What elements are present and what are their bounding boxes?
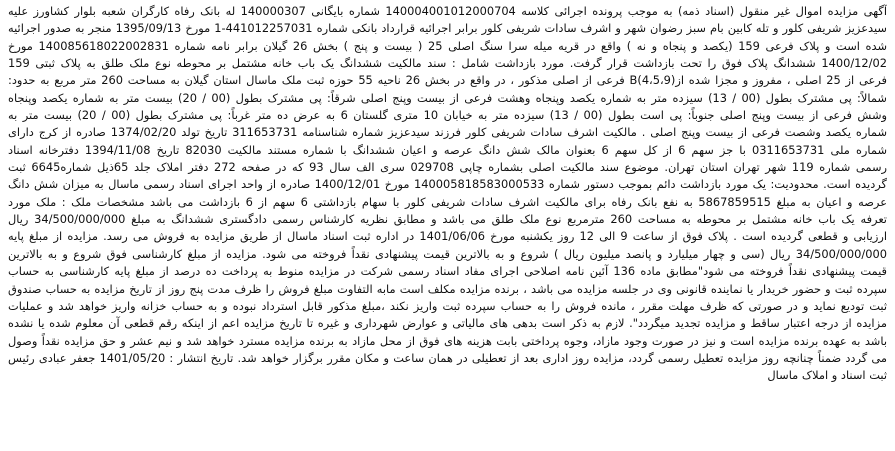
notice-line: عرصه و اعیان به مبلغ 5867859515 به نفع بانک رفاه برای مالکیت اشرف سادات شریفی کلور با سهام بازداشتی 6 سهم از 6 بازداشت می باشد مشخصات ملک : ملک مورد — [8, 194, 887, 209]
notice-line: مزایده از درجه اعتبار ساقط و مزایده تجدید میگردد". لازم به ذکر است بدهی های مالیاتی و عوارض شهرداری و غیره تا تاریخ مزایده اعم از اینکه رقم قطعی آن معلوم شده یا نشده — [8, 316, 887, 331]
notice-line: گردیده است. محدودیت: یک مورد بازداشت دائم بموجب دستور شماره 140005818583000533 مورخ 1400/12/01 صادره از واحد اجرای اسناد رسمی ماسال به میزان شش دانگ — [8, 177, 887, 192]
notice-line: سپرده ثبت و حضور خریدار یا نماینده قانونی وی در جلسه مزایده می باشد ، برنده مزایده مکلف است مابه التفاوت مبلغ فروش را ظرف مدت پنج روز از تاریخ مزایده به حساب صندوق — [8, 281, 887, 296]
notice-line: رسمی شماره 119 شهر تهران استان تهران. موضوع سند مالکیت اصلی بشماره چاپی 029708 سری الف سال 93 که در صفحه 272 دفتر املاک جلد 65ذیل شماره6645 ثبت — [8, 160, 887, 175]
notice-line: فرعی از 25 اصلی ، مفروز و مجزا شده از(4،5،9)B فرعی از اصلی مذکور ، در واقع در بخش 26 ناحیه 55 حوزه ثبت ملک ماسال استان گیلان به مساحت 260 متر مربع به حدود: — [8, 73, 887, 88]
notice-line: شماره یکصد وشصت فرعی از بیست وپنج اصلی . مالکیت اشرف سادات شریفی کلور فرزند سیدعزیز شماره شناسنامه 311653731 تاریخ تولد 1374/02/20 صادره از کرج دارای — [8, 125, 887, 140]
notice-line: می گردد ضمناً چنانچه روز مزایده تعطیل رسمی گردد، مزایده روز اداری بعد از تعطیلی در همان ساعت و مکان مقرر برگزار خواهد شد. تاریخ انتشار : 1401/05/20 جعفر عبادی رئیس — [8, 350, 887, 365]
notice-line: باشد به عهده برنده مزایده است و نیز در صورت وجود مازاد، وجوه پرداختی بابت هزینه های فوق از محل مازاد به برنده مزایده مسترد خواهد شد و نیم عشر و حق مزایده نقداً وصول — [8, 333, 887, 348]
notice-line: ثبت تودیع نماید و در صورتی که ظرف مهلت مقرر ، مانده فروش را به حساب سپرده ثبت واریز نکند ،مبلغ مذکور قابل استرداد نبوده و به حساب خزانه واریز خواهد شد و عملیات — [8, 298, 887, 313]
notice-line: شمالاً: پی مشترک بطول (00 / 13) سیزده متر به شماره یکصد وپنجاه وهشت فرعی از بیست وپنج اصلی شرقاً: پی مشترک بطول (00 / 20) بیست متر به شماره یکصد وپنجاه — [8, 90, 887, 105]
notice-line: 34/500/000/000 ریال (سی و چهار میلیارد و پانصد میلیون ریال ) شروع و به بالاترین قیمت پیشنهادی نقداً فروخته می شود. مزایده از مبلغ کارشناسی فوق شروع و به بالاترین — [8, 246, 887, 261]
notice-line: تعرفه یک باب خانه مشتمل بر محوطه به مساحت 260 مترمربع نوع ملک طلق می باشد و مطابق نظریه کارشناس رسمی دادگستری ششدانگ به مبلغ 34/500/000/000 ریال — [8, 212, 887, 227]
notice-line: وشش فرعی از بیست وپنج اصلی جنوباً: پی است بطول (00 / 13) سیزده متر به خیابان 10 متری گلستان 6 به عرض ده متر غرباً: پی مشترک بطول (00 / 20) بیست متر به — [8, 108, 887, 123]
notice-line: شده است و پلاک فرعی 159 (یکصد و پنجاه و نه ) واقع در قریه میله سرا سنگ اصلی 25 ( بیست و پنج ) بخش 26 گیلان برابر نامه شماره 140085618022002831 مورخ — [8, 38, 887, 53]
notice-line: شماره ملی 0311653731 با جز سهم 6 از کل سهم 6 بعنوان مالک شش دانگ عرصه و اعیان ششدانگ با شماره مستند مالکیت 82030 تاریخ 1394/11/08 دفترخانه اسناد — [8, 142, 887, 157]
notice-line: سیدعزیز شریفی کلور و تله کابین بام سبز رضوان شهر و اشرف سادات شریفی کلور برابر اجرائیه قرارداد بانکی شماره 441012257031-1 مورخ 1395/09/13 منجر به صدور اجرائیه — [8, 21, 887, 36]
notice-line: ثبت اسناد و املاک ماسال — [767, 368, 887, 383]
notice-line: قیمت پیشنهادی نقداً فروخته می شود"مطابق ماده 136 آئین نامه اصلاحی اجرای مفاد اسناد رسمی شرکت در مزایده منوط به پرداخت ده درصد از مبلغ پایه کارشناسی به حساب — [8, 264, 887, 279]
notice-line: 1400/12/02 ششدانگ پلاک فوق را تحت بازداشت قرار گرفت. مورد بازداشت شامل : سند مالکیت ششدانگ یک باب خانه مشتمل بر محوطه نوع ملک طلق به پلاک ثبتی 159 — [8, 56, 887, 71]
notice-line: ارزیابی و قطعی گردیده است . پلاک فوق از ساعت 9 الی 12 روز یکشنبه مورخ 1401/06/06 در اداره ثبت اسناد ماسال از طریق مزایده به فروش می رسد. مزایده از مبلغ پایه — [8, 229, 887, 244]
notice-line: آگهی مزایده اموال غیر منقول (اسناد ذمه) به موجب پرونده اجرائی کلاسه 140004001012000704 شماره بایگانی 140000307 له بانک رفاه کارگران شعبه بلوار کشاورز علیه — [8, 4, 887, 18]
